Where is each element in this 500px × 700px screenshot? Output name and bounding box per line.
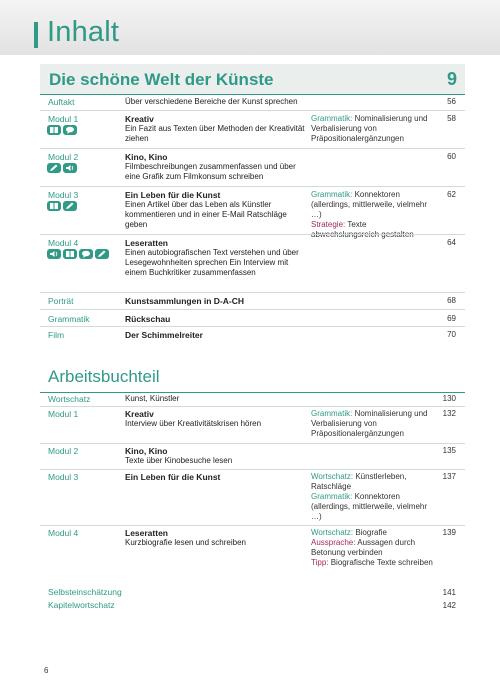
toc-note-key: Aussprache:	[311, 538, 356, 547]
toc-entry-label: Modul 3	[48, 472, 79, 482]
toc-note	[311, 538, 436, 558]
toc-note	[311, 492, 436, 522]
row-divider	[40, 326, 465, 327]
toc-entry-heading: Kunstsammlungen in D-A-CH	[125, 296, 244, 306]
toc-entry-content	[125, 472, 305, 482]
toc-entry-label: Modul 3	[48, 190, 79, 200]
toc-note-value: Konnektoren (allerdings, mittlerweile, vielmehr …)	[311, 492, 428, 521]
toc-entry-heading: Ein Leben für die Kunst	[125, 472, 221, 482]
toc-entry-heading: Leseratten	[125, 238, 168, 248]
toc-entry-heading: Kreativ	[125, 409, 154, 419]
speech-icon	[79, 249, 93, 259]
toc-entry-content	[125, 446, 305, 466]
row-divider	[40, 406, 465, 407]
toc-entry-notes	[311, 114, 436, 144]
row-divider	[40, 292, 465, 293]
toc-entry-label: Film	[48, 330, 65, 340]
row-divider	[40, 525, 465, 526]
toc-entry-content	[125, 152, 305, 182]
toc-page-number: 69	[447, 314, 456, 323]
toc-entry-description: Kurzbiografie lesen und schreiben	[125, 538, 246, 547]
toc-note-value: Aussagen durch Betonung verbinden	[311, 538, 416, 557]
toc-page-number: 137	[442, 472, 456, 481]
toc-entry-notes	[311, 190, 436, 240]
toc-entry-description: Texte über Kinobesuche lesen	[125, 456, 233, 465]
toc-note-key: Wortschatz:	[311, 472, 354, 481]
chapter-number: 9	[446, 69, 457, 89]
toc-page-number: 60	[447, 152, 456, 161]
toc-entry-content	[125, 190, 305, 230]
chapter-title: Die schöne Welt der Künste	[49, 70, 274, 89]
pencil-icon	[95, 249, 109, 259]
toc-note-value: Biografie	[353, 528, 387, 537]
toc-note	[311, 558, 436, 568]
toc-entry-label: Modul 2	[48, 446, 79, 456]
toc-entry-notes	[311, 472, 436, 522]
toc-note-value: Nominalisierung und Verbalisierung von Präpositionalergänzungen	[311, 409, 428, 438]
toc-entry-label: Auftakt	[48, 97, 75, 107]
toc-entry-label: Modul 1	[48, 409, 79, 419]
speech-icon	[63, 125, 77, 135]
toc-entry-content	[125, 330, 305, 340]
toc-entry-description: Ein Fazit aus Texten über Methoden der Kreativität ziehen	[125, 124, 305, 143]
toc-note-value: Biografische Texte schreiben	[328, 558, 433, 567]
toc-page-number: 58	[447, 114, 456, 123]
audio-icon	[63, 163, 77, 173]
toc-entry-heading: Der Schimmelreiter	[125, 330, 203, 340]
toc-note-key: Strategie:	[311, 220, 346, 229]
toc-entry-content	[125, 114, 305, 144]
toc-entry-label: Modul 4	[48, 238, 79, 248]
toc-entry-label: Modul 1	[48, 114, 79, 124]
page-number: 6	[44, 666, 49, 675]
toc-page-number: 139	[442, 528, 456, 537]
toc-note	[311, 190, 436, 220]
toc-page-number: 135	[442, 446, 456, 455]
toc-note	[311, 114, 436, 144]
toc-note-key: Wortschatz:	[311, 528, 354, 537]
pencil-icon	[47, 163, 61, 173]
workbook-title: Arbeitsbuchteil	[48, 367, 160, 386]
row-divider	[40, 443, 465, 444]
toc-note-key: Grammatik:	[311, 492, 353, 501]
toc-entry-description: Einen Artikel über das Leben als Künstler kommentieren und in einer E-Mail Ratschläge geben	[125, 200, 287, 229]
workbook-rule	[40, 392, 465, 393]
toc-entry-label: Modul 2	[48, 152, 79, 162]
toc-page-number: 132	[442, 409, 456, 418]
toc-entry-content	[125, 97, 305, 107]
pencil-icon	[63, 201, 77, 211]
row-divider	[40, 186, 465, 187]
skill-icons	[47, 125, 77, 135]
toc-entry-content	[125, 296, 305, 306]
toc-page-number: 130	[442, 394, 456, 403]
toc-entry-description: Kunst, Künstler	[125, 394, 180, 403]
toc-page-number: 64	[447, 238, 456, 247]
row-divider	[40, 469, 465, 470]
toc-note-key: Grammatik:	[311, 114, 353, 123]
book-icon	[63, 249, 77, 259]
toc-entry-heading: Kino, Kino	[125, 152, 168, 162]
toc-entry-label: Modul 4	[48, 528, 79, 538]
toc-entry-content	[125, 409, 305, 429]
row-divider	[40, 234, 465, 235]
skill-icons	[47, 249, 109, 259]
toc-page-number: 142	[442, 601, 456, 610]
toc-page-number: 68	[447, 296, 456, 305]
toc-entry-heading: Kino, Kino	[125, 446, 168, 456]
toc-note-value: Konnektoren (allerdings, mittlerweile, vielmehr …)	[311, 190, 428, 219]
toc-link-selbsteinschaetzung[interactable]: Selbsteinschätzung	[48, 587, 122, 597]
toc-entry-heading: Ein Leben für die Kunst	[125, 190, 221, 200]
page-title: Inhalt	[47, 16, 120, 48]
toc-entry-heading: Kreativ	[125, 114, 154, 124]
toc-entry-label: Grammatik	[48, 314, 90, 324]
toc-entry-heading: Leseratten	[125, 528, 168, 538]
skill-icons	[47, 201, 77, 211]
toc-note	[311, 528, 436, 538]
toc-note-value: Nominalisierung und Verbalisierung von Präpositionalergänzungen	[311, 114, 428, 143]
audio-icon	[47, 249, 61, 259]
toc-page-number: 56	[447, 97, 456, 106]
toc-entry-notes	[311, 409, 436, 439]
toc-entry-content	[125, 238, 305, 278]
toc-note	[311, 472, 436, 492]
toc-page-number: 141	[442, 588, 456, 597]
toc-entry-description: Einen autobiografischen Text verstehen und über Lesegewohnheiten sprechen Ein Interview mit einem Buchkritiker zusammenfassen	[125, 248, 299, 277]
toc-page-number: 62	[447, 190, 456, 199]
toc-entry-notes	[311, 528, 436, 568]
toc-entry-label: Porträt	[48, 296, 74, 306]
toc-entry-description: Interview über Kreativitätskrisen hören	[125, 419, 262, 428]
toc-entry-content	[125, 528, 305, 548]
book-icon	[47, 125, 61, 135]
toc-note	[311, 409, 436, 439]
toc-note-key: Grammatik:	[311, 190, 353, 199]
skill-icons	[47, 163, 77, 173]
header-accent-bar	[34, 22, 38, 48]
toc-note-key: Grammatik:	[311, 409, 353, 418]
toc-note	[311, 220, 436, 240]
toc-entry-heading: Rückschau	[125, 314, 171, 324]
toc-note-value: Künstlerleben, Ratschläge	[311, 472, 407, 491]
book-icon	[47, 201, 61, 211]
row-divider	[40, 110, 465, 111]
toc-note-value: Texte	[347, 220, 367, 229]
toc-entry-content	[125, 314, 305, 324]
toc-entry-content	[125, 394, 305, 404]
toc-entry-label: Wortschatz	[48, 394, 91, 404]
toc-entry-description: Über verschiedene Bereiche der Kunst sprechen	[125, 97, 298, 106]
toc-entry-description: Filmbeschreibungen zusammenfassen und über eine Grafik zum Filmkonsum schreiben	[125, 162, 296, 181]
toc-page-number: 70	[447, 330, 456, 339]
row-divider	[40, 309, 465, 310]
toc-note-key: Tipp:	[311, 558, 329, 567]
row-divider	[40, 148, 465, 149]
toc-link-kapitelwortschatz[interactable]: Kapitelwortschatz	[48, 600, 115, 610]
chapter-band	[40, 64, 465, 95]
